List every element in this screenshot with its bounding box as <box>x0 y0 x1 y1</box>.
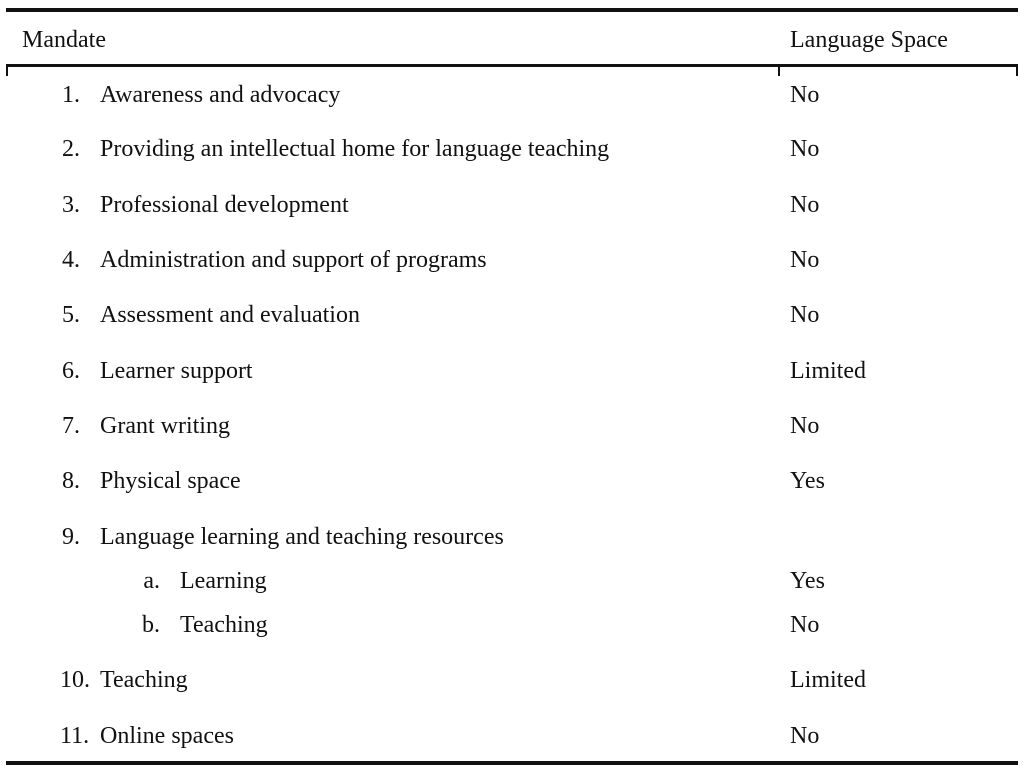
header-rule <box>6 64 1018 67</box>
row-number: 4. <box>62 247 80 273</box>
row-number: 6. <box>62 358 80 384</box>
row-number: 7. <box>62 413 80 439</box>
row-number: 2. <box>62 136 80 162</box>
row-language-space: No <box>790 302 820 328</box>
row-language-space: Limited <box>790 667 866 693</box>
row-number: 5. <box>62 302 80 328</box>
row-number: 8. <box>62 468 80 494</box>
subrow-letter: a. <box>143 568 160 594</box>
row-mandate: Grant writing <box>100 413 230 439</box>
row-mandate: Assessment and evaluation <box>100 302 360 328</box>
bottom-rule <box>6 761 1018 765</box>
row-number: 9. <box>62 524 80 550</box>
row-language-space: No <box>790 82 820 108</box>
row-language-space: No <box>790 192 820 218</box>
header-rule-left-tick <box>6 64 8 76</box>
subrow-mandate: Learning <box>180 568 267 594</box>
row-mandate: Online spaces <box>100 723 234 749</box>
row-number: 3. <box>62 192 80 218</box>
row-language-space: No <box>790 136 820 162</box>
row-language-space: Limited <box>790 358 866 384</box>
row-mandate: Administration and support of programs <box>100 247 487 273</box>
row-number: 10. <box>60 667 90 693</box>
top-rule <box>6 8 1018 12</box>
row-mandate: Physical space <box>100 468 241 494</box>
row-mandate: Awareness and advocacy <box>100 82 341 108</box>
row-mandate: Learner support <box>100 358 253 384</box>
row-mandate: Language learning and teaching resources <box>100 524 504 550</box>
subrow-letter: b. <box>142 612 160 638</box>
header-rule-mid-tick <box>778 64 780 76</box>
row-language-space: No <box>790 413 820 439</box>
header-mandate: Mandate <box>22 27 106 53</box>
row-mandate: Professional development <box>100 192 349 218</box>
row-language-space: No <box>790 247 820 273</box>
row-number: 11. <box>60 723 90 749</box>
row-mandate: Teaching <box>100 667 188 693</box>
subrow-mandate: Teaching <box>180 612 268 638</box>
header-rule-right-tick <box>1016 64 1018 76</box>
row-number: 1. <box>62 82 80 108</box>
row-mandate: Providing an intellectual home for language teaching <box>100 136 610 162</box>
header-language-space: Language Space <box>790 27 948 53</box>
row-language-space: No <box>790 723 820 749</box>
subrow-language-space: No <box>790 612 820 638</box>
subrow-language-space: Yes <box>790 568 825 594</box>
row-language-space: Yes <box>790 468 825 494</box>
